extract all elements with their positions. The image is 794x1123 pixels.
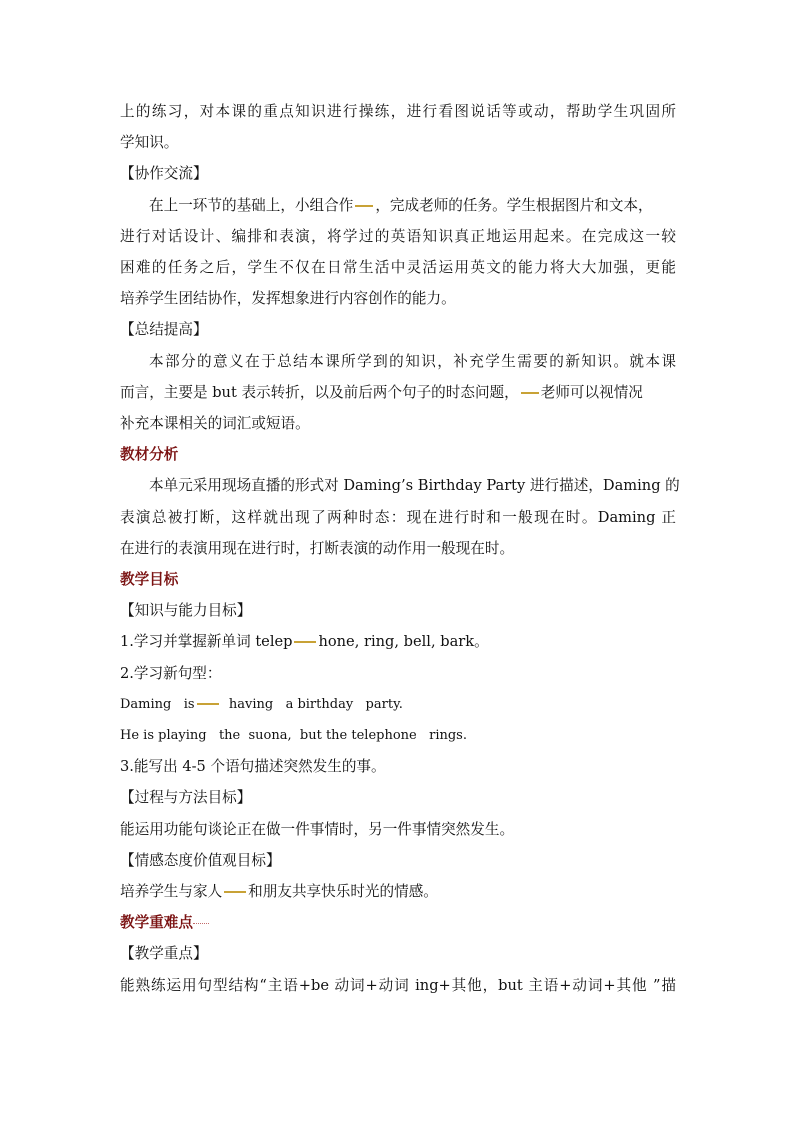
text-span: Daming is bbox=[120, 696, 195, 712]
document-page bbox=[120, 96, 680, 1001]
text-span: 培养学生与家人 bbox=[120, 883, 223, 901]
paragraph-line: 能熟练运用句型结构“主语+be 动词+动词 ing+其他，but 主语+动词+其他 ”描 bbox=[120, 976, 676, 994]
text-span: 而言，主要是 but 表示转折，以及前后两个句子的时态问题， bbox=[120, 383, 519, 401]
blank-underline bbox=[294, 640, 316, 643]
paragraph-line: 困难的任务之后，学生不仅在日常生活中灵活运用英文的能力将大大加强，更能 bbox=[120, 259, 676, 277]
section-subheading: 【教学重点】 bbox=[120, 945, 208, 963]
blank-underline bbox=[224, 890, 246, 893]
dotted-mark bbox=[193, 923, 209, 924]
paragraph-line: 进行对话设计、编排和表演，将学过的英语知识真正地运用起来。在完成这一较 bbox=[120, 227, 676, 245]
paragraph-line bbox=[120, 190, 676, 221]
text-span: 和朋友共享快乐时光的情感。 bbox=[248, 883, 438, 901]
list-item: 3.能写出 4-5 个语句描述突然发生的事。 bbox=[120, 758, 386, 776]
list-item: 2.学习新句型： bbox=[120, 664, 222, 682]
paragraph-line: 能运用功能句谈论正在做一件事情时，另一件事情突然发生。 bbox=[120, 820, 515, 838]
paragraph-line bbox=[120, 377, 676, 408]
example-sentence: He is playing the suona, but the telephone rings. bbox=[120, 728, 467, 744]
section-heading: 教材分析 bbox=[120, 446, 179, 464]
paragraph-line: 本部分的意义在于总结本课所学到的知识，补充学生需要的新知识。就本课 bbox=[149, 352, 676, 370]
paragraph-line: 学知识。 bbox=[120, 134, 179, 152]
text-span: having a birthday party. bbox=[220, 696, 403, 712]
paragraph-line: 在进行的表演用现在进行时，打断表演的动作用一般现在时。 bbox=[120, 539, 515, 557]
paragraph-line: 上的练习，对本课的重点知识进行操练，进行看图说话等或动，帮助学生巩固所 bbox=[120, 103, 676, 120]
text-span: hone, ring, bell, bark。 bbox=[318, 633, 489, 651]
list-item bbox=[120, 626, 676, 657]
section-subheading: 【总结提高】 bbox=[120, 321, 208, 339]
text-span: 在上一环节的基础上，小组合作 bbox=[149, 196, 354, 214]
paragraph-line: 培养学生团结协作，发挥想象进行内容创作的能力。 bbox=[120, 290, 456, 308]
example-sentence bbox=[120, 689, 676, 720]
text-span: 老师可以视情况 bbox=[540, 383, 643, 401]
section-subheading: 【情感态度价值观目标】 bbox=[120, 851, 281, 869]
section-subheading: 【过程与方法目标】 bbox=[120, 789, 252, 807]
section-subheading: 【知识与能力目标】 bbox=[120, 602, 252, 620]
paragraph-line: 本单元采用现场直播的形式对 Daming’s Birthday Party 进行描述，Daming 的 bbox=[149, 477, 680, 495]
section-heading: 教学目标 bbox=[120, 571, 179, 589]
blank-underline bbox=[197, 702, 219, 705]
blank-underline bbox=[521, 391, 539, 394]
paragraph-line bbox=[120, 876, 676, 907]
section-subheading: 【协作交流】 bbox=[120, 165, 208, 183]
section-heading bbox=[120, 907, 676, 938]
paragraph-line: 补充本课相关的词汇或短语。 bbox=[120, 415, 310, 433]
text-span: 教学重难点 bbox=[120, 914, 193, 932]
blank-underline bbox=[355, 204, 373, 207]
paragraph-line: 表演总被打断，这样就出现了两种时态：现在进行时和一般现在时。Daming 正 bbox=[120, 508, 676, 526]
text-span: ，完成老师的任务。学生根据图片和文本， bbox=[375, 196, 653, 214]
text-span: 1.学习并掌握新单词 telep bbox=[120, 633, 293, 651]
